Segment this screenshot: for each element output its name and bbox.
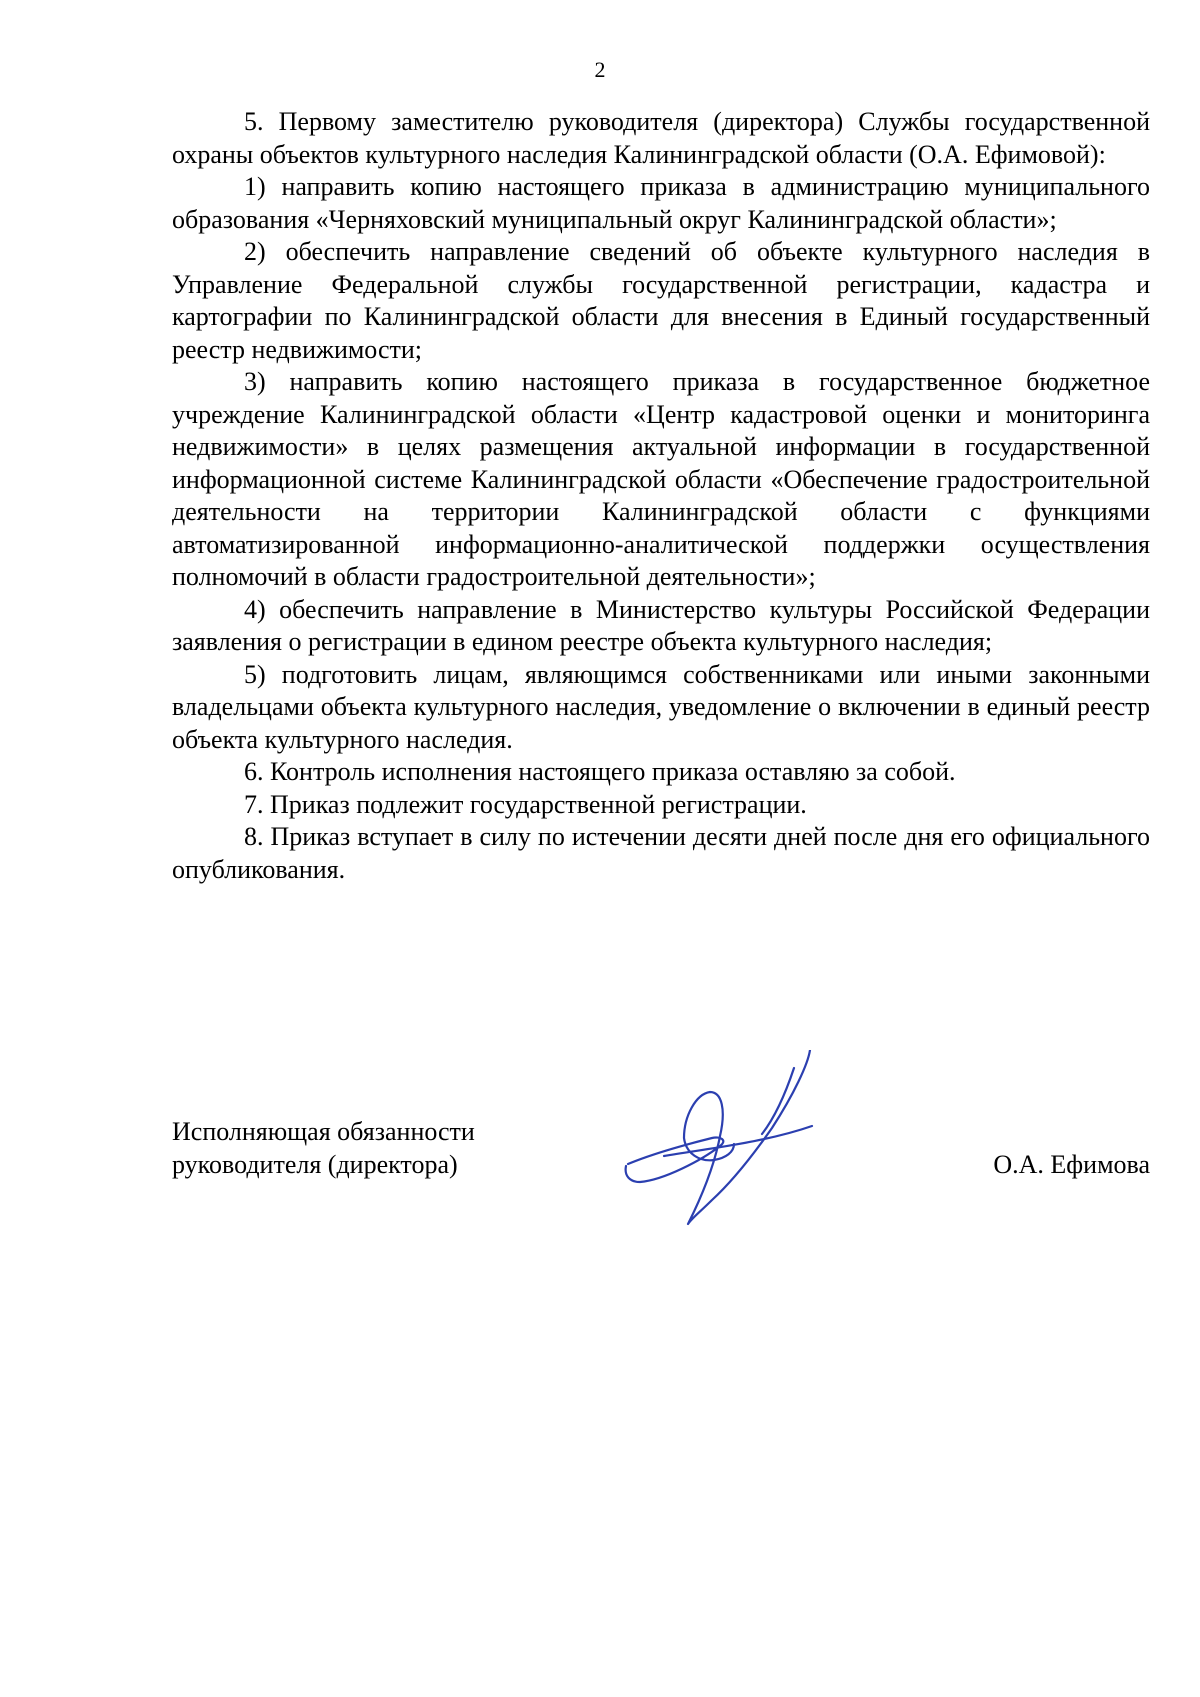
paragraph-item-6: 6. Контроль исполнения настоящего приказа оставляю за собой.: [244, 757, 956, 786]
paragraph-item-5: 5. Первому заместителю руководителя (директора) Службы государственной охраны объектов культурного наследия Калининградской области (О.А. Ефимовой):: [172, 107, 1150, 169]
signer-position-line-2: руководителя (директора): [172, 1149, 458, 1179]
handwritten-signature: [616, 1050, 826, 1250]
document-body: [172, 106, 1150, 886]
paragraph-subitem-3: 3) направить копию настоящего приказа в государственное бюджетное учреждение Калининградской области «Центр кадастровой оценки и мониторинга недвижимости» в целях размещения актуальной информации в государственной информационной системе Калининградской области «Обеспечение градостроительной деятельности на территории Калининградской области с функциями автоматизированной информационно-аналитической поддержки осуществления полномочий в области градостроительной деятельности»;: [172, 367, 1150, 591]
paragraph-item-7: 7. Приказ подлежит государственной регистрации.: [244, 789, 807, 819]
paragraph-item-8: 8. Приказ вступает в силу по истечении десяти дней после дня его официального опубликования.: [172, 822, 1150, 884]
paragraph-subitem-2: 2) обеспечить направление сведений об объекте культурного наследия в Управление Федеральной службы государственной регистрации, кадастра и картографии по Калининградской области для внесения в Единый государственный реестр недвижимости;: [172, 237, 1150, 364]
paragraph-subitem-4: 4) обеспечить направление в Министерство культуры Российской Федерации заявления о регистрации в едином реестре объекта культурного наследия;: [172, 594, 1150, 656]
signer-position: [172, 1116, 475, 1181]
paragraph-subitem-1: 1) направить копию настоящего приказа в администрацию муниципального образования «Черняховский муниципальный округ Калининградской области»;: [172, 172, 1150, 234]
signer-name: О.А. Ефимова: [993, 1149, 1150, 1179]
page-number: 2: [594, 57, 606, 82]
signer-position-line-1: Исполняющая обязанности: [172, 1117, 475, 1146]
paragraph-subitem-5: 5) подготовить лицам, являющимся собственниками или иными законными владельцами объекта культурного наследия, уведомление о включении в единый реестр объекта культурного наследия.: [172, 659, 1150, 754]
signature-stroke-crossbar: [626, 1126, 812, 1182]
